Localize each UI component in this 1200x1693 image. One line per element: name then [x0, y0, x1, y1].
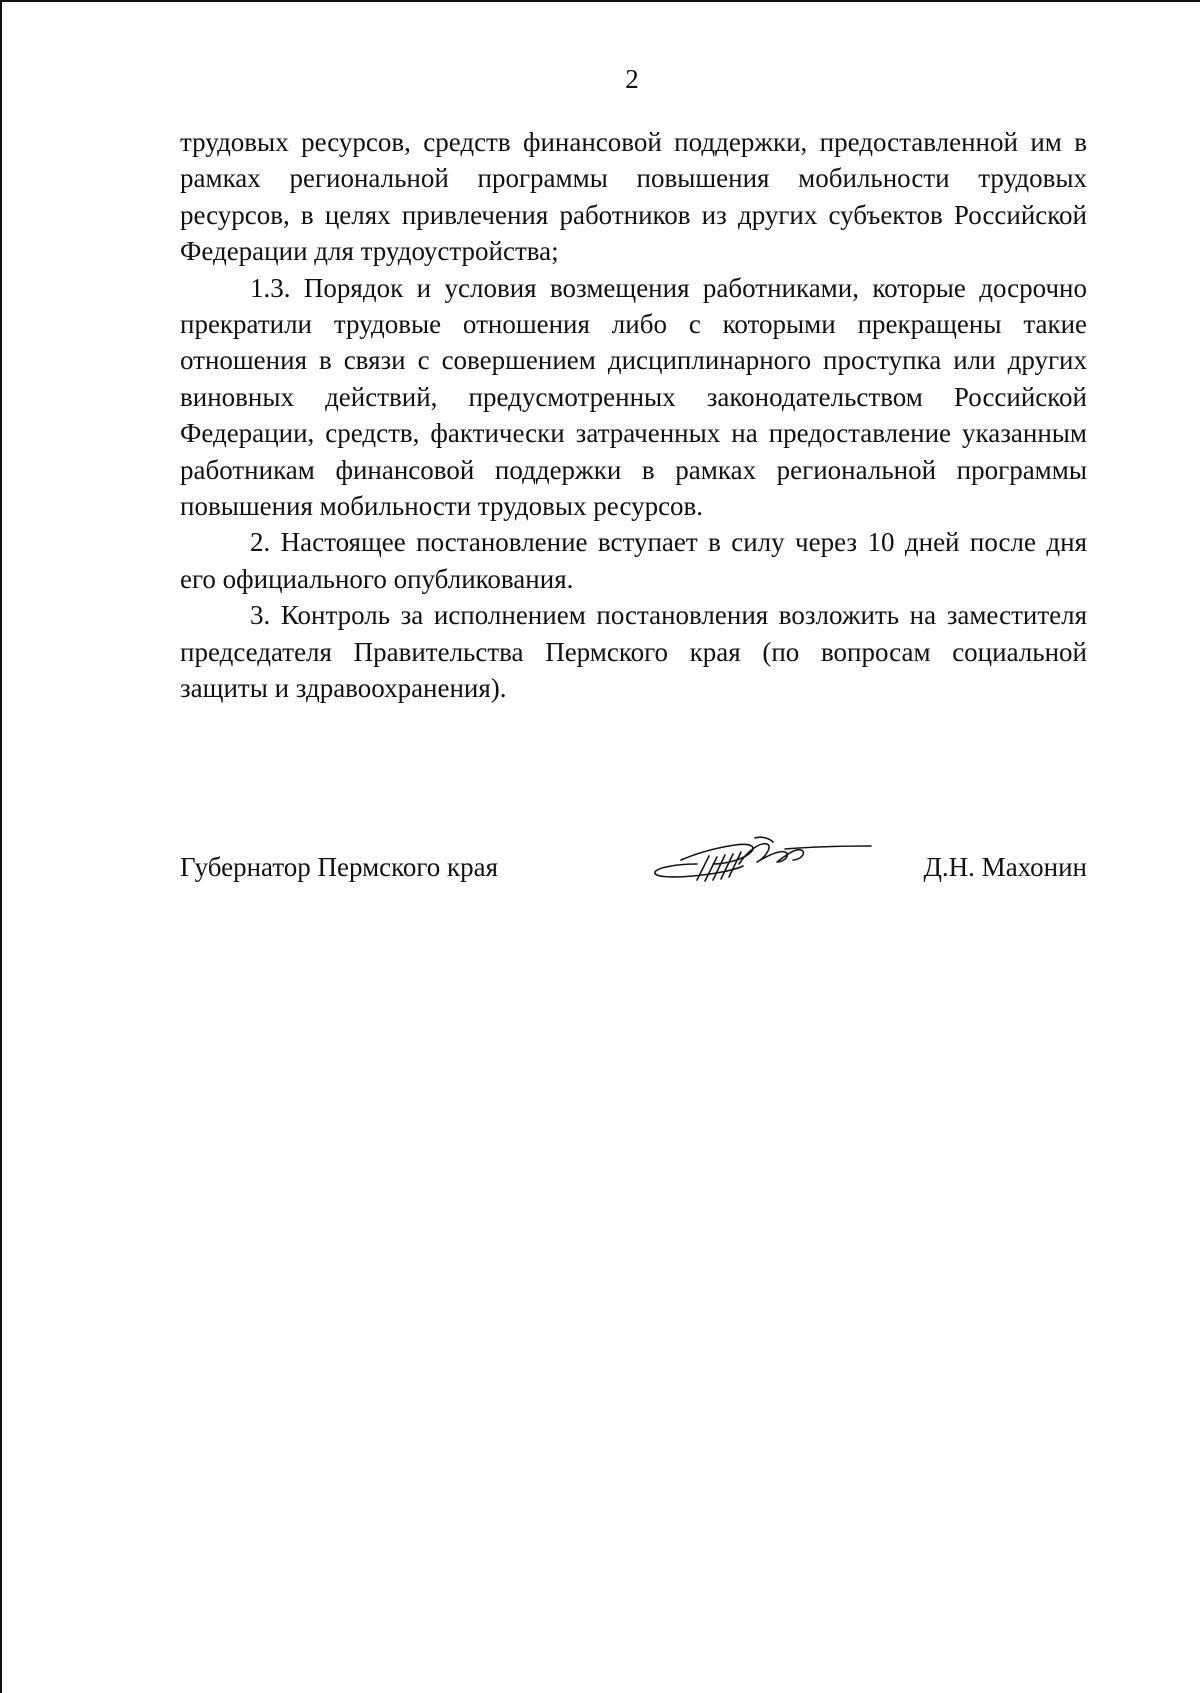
handwritten-signature-icon — [635, 830, 875, 890]
signatory-title: Губернатор Пермского края — [180, 852, 499, 882]
signature-block — [180, 830, 1087, 890]
paragraph-1-3: 1.3. Порядок и условия возмещения работниками, которые досрочно прекратили трудовые отношения либо с которыми прекращены такие отношения в связи с совершением дисциплинарного проступка или других виновных действий, предусмотренных законодательством Российской Федерации, средств, фактически затраченных на предоставление указанным работникам финансовой поддержки в рамках региональной программы повышения мобильности трудовых ресурсов. — [180, 272, 1087, 522]
paragraph-continuation: трудовых ресурсов, средств финансовой поддержки, предоставленной им в рамках региональной программы повышения мобильности трудовых ресурсов, в целях привлечения работников из других субъектов Российской Федерации для трудоустройства; — [180, 127, 1087, 267]
page-number: 2 — [625, 64, 639, 94]
document-body — [180, 124, 1087, 707]
signatory-name: Д.Н. Махонин — [923, 852, 1087, 882]
paragraph-3: 3. Контроль за исполнением постановления возложить на заместителя председателя Правительства Пермского края (по вопросам социальной защиты и здравоохранения). — [180, 600, 1087, 704]
paragraph-2: 2. Настоящее постановление вступает в силу через 10 дней после дня его официального опубликования. — [180, 527, 1087, 594]
